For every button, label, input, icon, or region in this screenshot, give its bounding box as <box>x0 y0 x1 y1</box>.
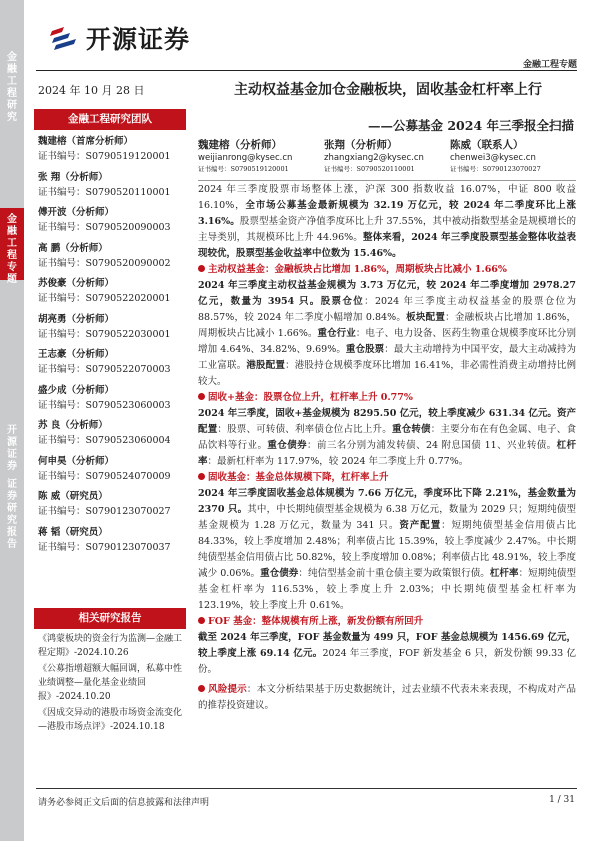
side-char: 金 <box>7 214 17 225</box>
member-cert: 证书编号：S0790123070027 <box>38 506 171 517</box>
team-member <box>38 490 188 526</box>
side-char: 告 <box>7 539 17 550</box>
member-name: 高 鹏（分析师） <box>38 242 108 254</box>
logo-text: 开源证券 <box>86 25 191 54</box>
summary-paragraph-market: 2024 年三季度股票市场整体上涨，沪深 300 指数收益 16.07%，中证 800 收益 16.10%，全市场公募基金最新规模为 32.19 万亿元，较 2024 年二季度环比上涨 3.16%。股票型基金资产净值季度环比上升 37.55%，其中被动指数型基金是规模增长的主导类别，其规模环比上升 44.96%。整体来看，2024 年三季度股票型基金整体收益表现较优，股票型基金收益率中位数为 15.46%。 <box>198 184 576 259</box>
risk-warning: 风险提示：本文分析结果基于历史数据统计，过去业绩不代表未来表现，不构成对产品的推荐投资建议。 <box>198 684 576 711</box>
member-cert: 证书编号：S0790123070037 <box>38 541 171 553</box>
side-char: 融 <box>7 64 17 75</box>
side-char: 工 <box>7 238 17 249</box>
member-cert: 证书编号：S0790523060004 <box>38 435 171 446</box>
author-email[interactable]: weijianrong@kysec.cn <box>198 153 293 163</box>
report-title: 主动权益基金加仓金融板块，固收基金杠杆率上行 <box>234 82 542 98</box>
report-date: 2024 年 10 月 28 日 <box>38 84 145 97</box>
team-member <box>38 206 188 242</box>
member-name: 蒋 韬（研究员） <box>38 526 108 538</box>
side-char: 源 <box>7 437 17 448</box>
side-char: 研 <box>7 503 17 514</box>
member-name: 魏建榕（首席分析师） <box>38 136 134 147</box>
company-logo <box>50 20 190 56</box>
team-member <box>38 135 188 171</box>
related-report-link[interactable]: 《公募指增超额大幅回调，私募中性业绩调整—量化基金业绩回报》-2024.10.20 <box>38 664 183 702</box>
author-email[interactable]: zhangxiang2@kysec.cn <box>324 153 424 163</box>
member-cert: 证书编号：S0790524070009 <box>38 470 171 482</box>
member-cert: 证书编号：S0790522020001 <box>38 293 171 304</box>
report-subtitle: ——公募基金 2024 年三季报全扫描 <box>368 118 574 133</box>
member-name: 陈 威（研究员） <box>38 491 108 502</box>
member-name: 盛少成（分析师） <box>38 384 115 396</box>
author-name: 陈威（联系人） <box>450 139 524 151</box>
side-char: 研 <box>7 100 17 111</box>
team-member <box>38 526 188 562</box>
side-char: 程 <box>7 88 17 99</box>
summary-paragraph-fof: 截至 2024 年三季度，FOF 基金数量为 499 只，FOF 基金总规模为 1456.69 亿元，较上季度上涨 69.14 亿元。2024 年三季度，FOF 新发基金 6 只，新发份额 99.33 亿份。 <box>198 632 576 675</box>
team-member <box>38 384 188 420</box>
related-report-link[interactable]: 《鸿蒙板块的资金行为监测—金融工程定期》-2024.10.26 <box>38 634 183 658</box>
footer-disclaimer: 请务必参阅正文后面的信息披露和法律声明 <box>38 798 210 808</box>
side-char: 程 <box>7 250 17 261</box>
section-heading-equity: 主动权益基金：金融板块占比增加 1.86%，周期板块占比减小 1.66% <box>198 262 576 278</box>
team-member <box>38 348 188 384</box>
member-cert: 证书编号：S0790522030001 <box>38 328 171 340</box>
team-section-title: 金融工程研究团队 <box>34 109 186 130</box>
author-name: 魏建榕（分析师） <box>198 139 282 151</box>
team-member <box>38 277 188 313</box>
side-char: 券 <box>7 491 17 502</box>
member-cert: 证书编号：S0790520110001 <box>38 186 171 198</box>
section-heading-fof: FOF 基金：整体规模有所上涨，新发份额有所回升 <box>198 614 576 630</box>
side-char: 工 <box>7 76 17 87</box>
author-3 <box>450 138 541 174</box>
section-heading-fixed-income-plus: 固收+基金：股票仓位上升，杠杆率上升 0.77% <box>198 390 576 406</box>
author-cert: 证书编号：S0790520110001 <box>324 165 415 173</box>
member-cert: 证书编号：S0790520090002 <box>38 257 171 269</box>
author-email[interactable]: chenwei3@kysec.cn <box>450 153 536 163</box>
summary-paragraph-fixed-income-plus: 2024 年三季度，固收+基金规模为 8295.50 亿元，较上季度减少 631.34 亿元。资产配置：股票、可转债、利率债仓位占比上升。重仓转债：主要分布在有色金属、电子、食品饮料等行业。重仓债券：前三名分别为浦发转债、24 附息国债 11、兴业转债。杠杆率：最新杠杆率为 117.97%，较 2024 年二季度上升 0.77%。 <box>198 408 576 467</box>
side-char: 证 <box>7 479 17 490</box>
side-char: 究 <box>7 515 17 526</box>
team-member <box>38 242 188 278</box>
member-name: 胡亮勇（分析师） <box>38 313 115 325</box>
bullet-icon <box>198 473 205 480</box>
page-number: 1 / 31 <box>549 795 575 805</box>
author-1 <box>198 138 292 174</box>
bullet-icon <box>198 265 205 272</box>
member-name: 张 翔（分析师） <box>38 171 108 183</box>
side-char: 融 <box>7 226 17 237</box>
member-cert: 证书编号：S0790520090003 <box>38 222 171 233</box>
side-char: 究 <box>7 112 17 123</box>
team-member-list <box>38 135 188 561</box>
author-cert: 证书编号：S0790519120001 <box>198 165 289 173</box>
summary-paragraph-fixed-income: 2024 年三季度固收基金总体规模为 7.66 万亿元，季度环比下降 2.21%，基金数量为 2370 只。其中，中长期纯债型基金规模为 6.38 万亿元，数量为 2029 只；短期纯债型基金规模为 1.28 万亿元，数量为 341 只。资产配置：短期纯债型基金信用债占比 84.33%，较上季度增加 2.48%；利率债占比 15.39%，较上季度减少 2.47%。中长期纯债型基金信用债占比 50.82%，较上季度增加 0.08%；利率债占比 48.91%，较上季度减少 0.06%。重仓债券：纯信型基金前十重仓债主要为政策银行债。杠杆率：短期纯债型基金杠杆率为 116.53%，较上季度上升 2.03%；中长期纯债型基金杠杆率为 123.19%，较上季度上升 0.61%。 <box>198 488 576 611</box>
header-divider <box>36 70 577 71</box>
report-summary <box>198 182 576 714</box>
side-char: 专 <box>7 262 17 273</box>
team-member <box>38 455 188 491</box>
side-char: 金 <box>7 52 17 63</box>
side-char: 报 <box>7 527 17 538</box>
member-name: 王志豪（分析师） <box>38 349 115 360</box>
author-divider <box>198 180 576 181</box>
side-char: 开 <box>7 425 17 436</box>
related-reports-title: 相关研究报告 <box>34 608 186 629</box>
bullet-icon <box>198 393 205 400</box>
team-member <box>38 313 188 349</box>
report-category-tag: 金融工程专题 <box>522 60 577 70</box>
member-name: 傅开波（分析师） <box>38 207 115 218</box>
bullet-icon <box>198 617 205 624</box>
bullet-icon <box>198 685 205 692</box>
section-heading-fixed-income: 固收基金：基金总体规模下降，杠杆率上升 <box>198 470 576 486</box>
author-name: 张翔（分析师） <box>324 139 398 151</box>
related-reports-list <box>38 632 188 736</box>
side-char: 题 <box>7 274 17 285</box>
member-cert: 证书编号：S0790522070003 <box>38 364 171 375</box>
member-name: 苏 良（分析师） <box>38 420 108 431</box>
side-label-research <box>0 52 24 122</box>
author-cert: 证书编号：S0790123070027 <box>450 165 541 173</box>
author-2 <box>324 138 424 174</box>
side-char: 券 <box>7 461 17 472</box>
member-cert: 证书编号：S0790523060003 <box>38 399 171 411</box>
summary-paragraph-equity: 2024 年三季度主动权益基金规模为 3.73 万亿元，较 2024 年二季度增加 2978.27 亿元，数量为 3954 只。股票仓位：2024 年三季度主动权益基金的股票仓位为 88.57%，较 2024 年二季度小幅增加 0.84%。板块配置：金融板块占比增加 1.86%，周期板块占比减小 1.66%。重仓行业：电子、电力设备、医药生物重仓规模季度环比分别增加 4.64%、34.82%、9.69%。重仓股票：最大主动增持为中国平安，最大主动减持为工业富联。港股配置：港股持仓规模季度环比增加 16.41%，非必需性消费主动增持比例较大。 <box>198 280 577 387</box>
member-cert: 证书编号：S0790519120001 <box>38 151 171 162</box>
logo-mark-icon <box>50 25 80 51</box>
member-name: 苏俊豪（分析师） <box>38 278 115 289</box>
footer-divider <box>36 788 577 789</box>
team-member <box>38 171 188 207</box>
side-label-topic <box>0 208 24 285</box>
side-char: 证 <box>7 449 17 460</box>
team-member <box>38 419 188 455</box>
member-name: 何申昊（分析师） <box>38 455 115 467</box>
side-label-brand <box>0 425 24 560</box>
side-strip <box>0 0 24 841</box>
related-report-link[interactable]: 《因成交异动的港股市场资金流变化—港股市场点评》-2024.10.18 <box>38 708 183 732</box>
